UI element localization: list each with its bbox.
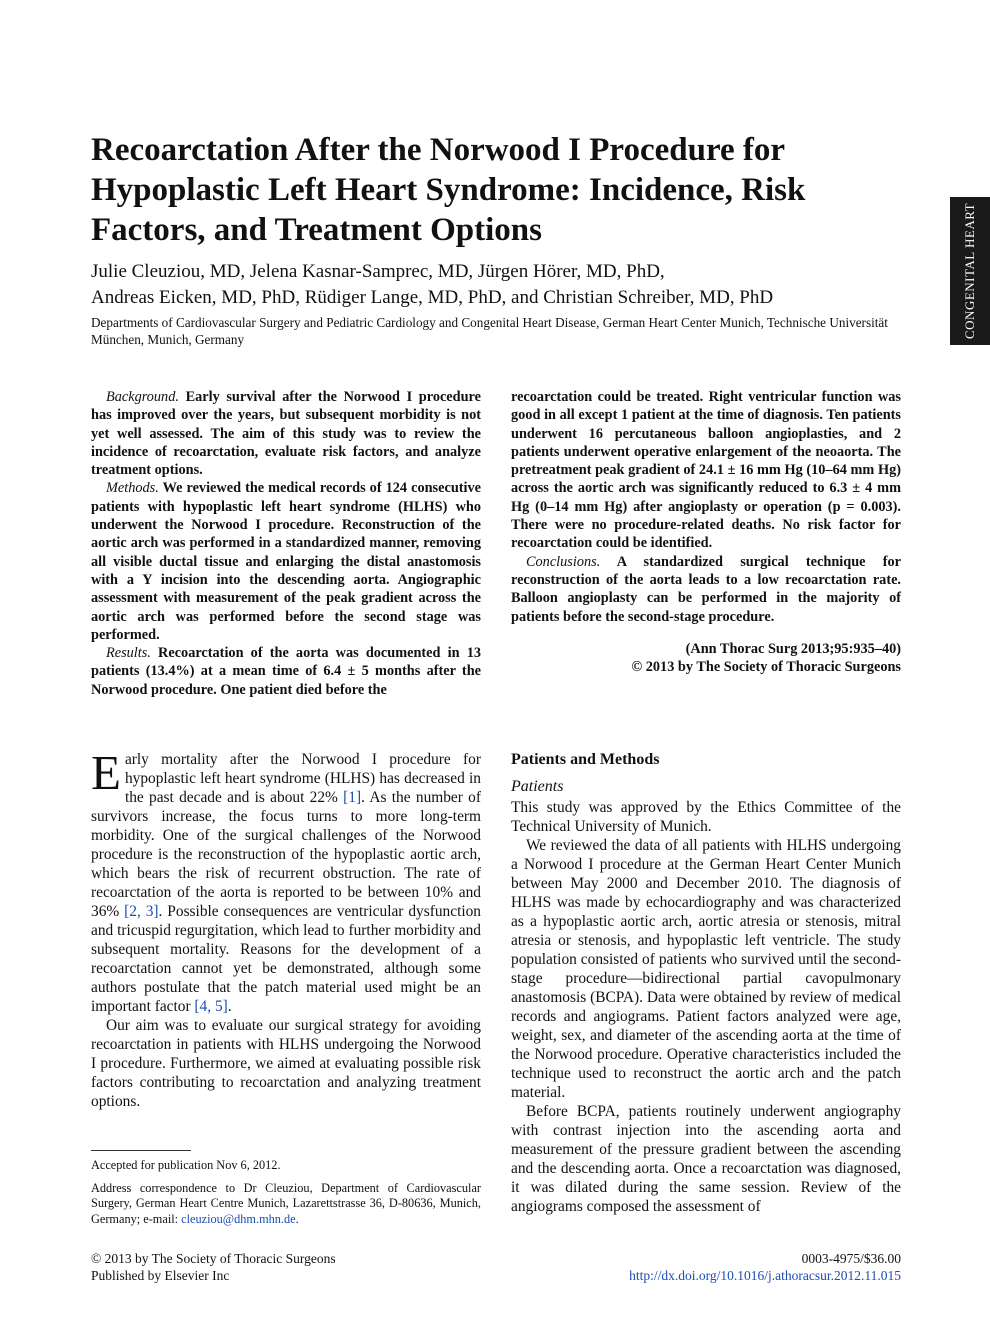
journal-citation: (Ann Thorac Surg 2013;95:935–40) bbox=[685, 640, 901, 657]
methods-paragraph-3: Before BCPA, patients routinely underwent angiography with contrast injection into the ascending aorta and measurement of the pressure gradient between the ascending and the descending aorta. Once a recoarctation was diagnosed, it was dilated during the same session. Review of the angiograms composed the assessment of bbox=[511, 1103, 901, 1215]
methods-paragraph-2: We reviewed the data of all patients with HLHS undergoing a Norwood I procedure at the German Heart Center Munich between May 2000 and December 2010. The diagnosis of HLHS was made by echocardiography and was characterized as a hypoplastic aortic arch, aortic atresia or stenosis, mitral atresia or stenosis, and hypoplastic left ventricle. The study population consisted of patients who survived until the second-stage procedure—bidirectional partial cavopulmonary anastomosis (BCPA). Data were obtained by review of medical records and angiograms. Patient factors analyzed were age, weight, sex, and diameter of the ascending aorta at the time of the Norwood procedure. Operative characteristics included the technique used to reconstruct the aortic arch and the patch material. bbox=[511, 837, 901, 1101]
drop-cap: E bbox=[91, 745, 121, 800]
author-line-2: Andreas Eicken, MD, PhD, Rüdiger Lange, MD, PhD, and Christian Schreiber, MD, PhD bbox=[91, 287, 774, 308]
accepted-date: Accepted for publication Nov 6, 2012. bbox=[91, 1158, 281, 1172]
intro-paragraph-2: Our aim was to evaluate our surgical strategy for avoiding recoarctation in patients with HLHS undergoing the Norwood I procedure. Furthermore, we aimed at evaluating possible risk factors contributing to recoarctation and analyzing treatment options. bbox=[91, 1017, 481, 1110]
abstract-methods bbox=[91, 479, 481, 644]
footnotes bbox=[91, 1158, 481, 1234]
conclusions-text: A standardized surgical technique for reconstruction of the aorta leads to a low recoarctation rate. Balloon angioplasty can be performed in the majority of patients before the second-stage procedure. bbox=[511, 553, 901, 625]
abstract-results-continued: recoarctation could be treated. Right ventricular function was good in all except 1 patient at the time of diagnosis. Ten patients underwent 16 percutaneous balloon angioplasties, and 2 patients underwent operative enlargement of the neoaorta. The pretreatment peak gradient of 24.1 ± 16 mm Hg (10–64 mm Hg) across the aortic arch was significantly reduced to 6.3 ± 4 mm Hg (0–14 mm Hg) after angioplasty or operation (p = 0.003). There were no procedure-related deaths. No risk factor for recoarctation could be identified. bbox=[511, 389, 901, 552]
results-text: Recoarctation of the aorta was documented in 13 patients (13.4%) at a mean time of 6.4 ± 5 months after the Norwood procedure. One patient died before the bbox=[91, 645, 481, 698]
page-footer-right bbox=[560, 1250, 901, 1284]
footer-issn: 0003-4975/$36.00 bbox=[801, 1251, 901, 1266]
journal-citation-block bbox=[511, 640, 901, 677]
author-list bbox=[91, 259, 921, 311]
email-link[interactable]: cleuziou@dhm.mhn.de bbox=[181, 1211, 296, 1226]
correspondence-address bbox=[91, 1181, 481, 1228]
abstract-background bbox=[91, 388, 481, 479]
reference-link-4-5[interactable]: [4, 5] bbox=[194, 998, 228, 1015]
methods-paragraph-1: This study was approved by the Ethics Committee of the Technical University of Munich. bbox=[511, 799, 901, 835]
author-line-1: Julie Cleuziou, MD, Jelena Kasnar-Samprec, MD, Jürgen Hörer, MD, PhD, bbox=[91, 261, 665, 282]
intro-column bbox=[91, 745, 482, 1111]
page-footer-left bbox=[91, 1250, 491, 1284]
subsection-heading: Patients bbox=[511, 778, 564, 795]
abstract-right-column bbox=[511, 388, 901, 676]
intro-paragraph-1 bbox=[91, 745, 482, 1016]
footer-publisher: Published by Elsevier Inc bbox=[91, 1268, 230, 1283]
section-side-tab: CONGENITAL HEART bbox=[950, 197, 990, 345]
address-text: Address correspondence to Dr Cleuziou, Department of Cardiovascular Surgery, German Heart Centre Munich, Lazarettstrasse 36, D-80636, Munich, Germany; e-mail: bbox=[91, 1180, 481, 1226]
abstract-copyright: © 2013 by The Society of Thoracic Surgeons bbox=[631, 659, 901, 676]
abstract-results bbox=[91, 644, 481, 699]
background-label: Background. bbox=[106, 389, 179, 405]
methods-column bbox=[511, 750, 901, 1216]
background-text: Early survival after the Norwood I procedure has improved over the years, but subsequent morbidity is not yet well assessed. The aim of this study was to review the incidence of recoarctation, evaluate risk factors, and analyze treatment options. bbox=[91, 389, 481, 479]
intro-text-c: . Possible consequences are ventricular dysfunction and tricuspid regurgitation, which lead to further morbidity and subsequent mortality. Reasons for the development of a recoarctation cannot yet be demonstrated, although some authors postulate that the patch material used might be an important factor bbox=[91, 903, 482, 1015]
reference-link-2-3[interactable]: [2, 3] bbox=[124, 903, 159, 920]
doi-link[interactable]: http://dx.doi.org/10.1016/j.athoracsur.2012.11.015 bbox=[629, 1268, 901, 1283]
reference-link-1[interactable]: [1] bbox=[343, 789, 362, 806]
intro-text-d: . bbox=[227, 998, 232, 1015]
intro-text-b: . As the number of survivors increase, the focus turns to more long-term morbidity. One of the surgical challenges of the Norwood procedure is the reconstruction of the hypoplastic aortic arch, which bears the risk of recurrent obstruction. The rate of recoarctation of the aorta is reported to be between 10% and 36% bbox=[91, 789, 481, 920]
address-end: . bbox=[295, 1211, 299, 1226]
abstract-left-column bbox=[91, 388, 481, 699]
methods-text: We reviewed the medical records of 124 consecutive patients with hypoplastic left heart syndrome (HLHS) who underwent the Norwood I procedure. Reconstruction of the aortic arch was performed in a standardized manner, removing all visible ductal tissue and enlarging the distal anastomosis with a Y incision into the descending aorta. Angiographic assessment with measurement of the peak gradient across the aortic arch was performed before the second stage was performed. bbox=[91, 480, 481, 643]
conclusions-label: Conclusions. bbox=[526, 553, 601, 570]
affiliation: Departments of Cardiovascular Surgery and Pediatric Cardiology and Congenital Heart Disease, German Heart Center Munich, Technische Universität München, Munich, Germany bbox=[91, 315, 888, 347]
article-title: Recoarctation After the Norwood I Procedure for Hypoplastic Left Heart Syndrome: Incidence, Risk Factors, and Treatment Options bbox=[91, 132, 806, 248]
methods-label: Methods. bbox=[106, 480, 159, 497]
intro-text-a: arly mortality after the Norwood I procedure for hypoplastic left heart syndrome (HLHS) has decreased in the past decade and is about 22% bbox=[124, 751, 481, 806]
section-heading: Patients and Methods bbox=[511, 751, 660, 768]
results-label: Results. bbox=[106, 645, 151, 662]
footer-copyright: © 2013 by The Society of Thoracic Surgeons bbox=[91, 1251, 336, 1266]
footnote-divider bbox=[91, 1150, 191, 1151]
abstract-conclusions bbox=[511, 553, 901, 626]
